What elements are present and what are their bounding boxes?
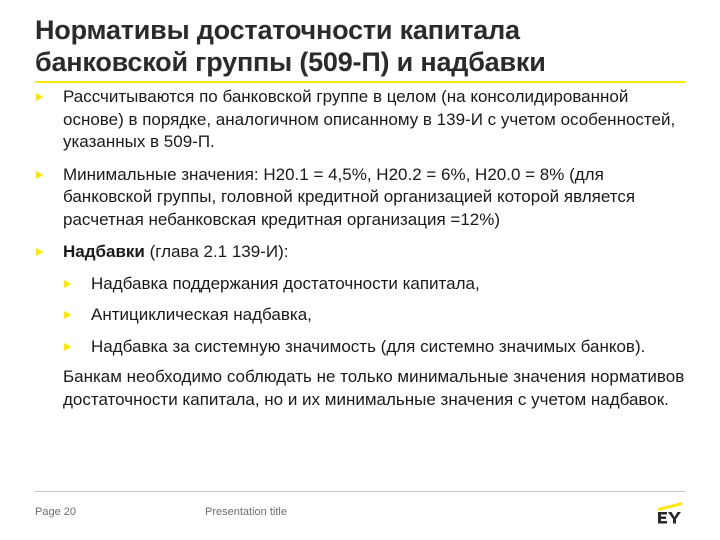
page-number: Page 20 [35,506,76,518]
bullet-item-minimum-values [35,164,687,232]
title-underline [35,81,685,83]
footer-divider [35,491,685,492]
slide-title-line-2: банковской группы (509-П) и надбавки [35,47,546,77]
sub-bullet-text: Антициклическая надбавка, [91,305,312,324]
bullet-arrow-icon [36,248,43,256]
sub-bullet-text: Надбавка поддержания достаточности капитала, [91,273,480,293]
slide-title-line-1: Нормативы достаточности капитала [35,15,520,45]
bullet-text: Минимальные значения: Н20.1 = 4,5%, Н20.2 = 6%, Н20.0 = 8% (для банковской группы, головной кредитной организацией которой является расчетная небанковская кредитная организация =12%) [63,164,636,229]
sub-bullet-arrow-icon [64,311,71,319]
sub-bullet-item-countercyclical-buffer [35,304,687,327]
slide-title [35,14,695,78]
sub-bullet-item-conservation-buffer [35,273,687,296]
bullet-bold-text: Надбавки [63,242,145,261]
bullet-arrow-icon [36,171,43,179]
ey-logo-icon [656,502,686,524]
sub-bullet-item-systemic-buffer [35,336,687,359]
sub-bullet-text: Надбавка за системную значимость (для системно значимых банков). [91,336,646,356]
conclusion-paragraph: Банкам необходимо соблюдать не только минимальные значения нормативов достаточности капитала, но и их минимальные значения с учетом надбавок. [63,367,685,409]
bullet-item-buffers [35,241,687,264]
slide-body [35,86,687,411]
presentation-title: Presentation title [205,506,287,518]
bullet-text: (глава 2.1 139-И): [144,242,289,261]
sub-bullet-arrow-icon [64,343,71,351]
bullet-arrow-icon [36,93,43,101]
sub-bullet-arrow-icon [64,280,71,288]
bullet-text: Рассчитываются по банковской группе в целом (на консолидированной основе) в порядке, аналогичном описанному в 139-И с учетом особенностей, указанных в 509-П. [63,87,676,151]
bullet-item-calculation [35,86,687,154]
